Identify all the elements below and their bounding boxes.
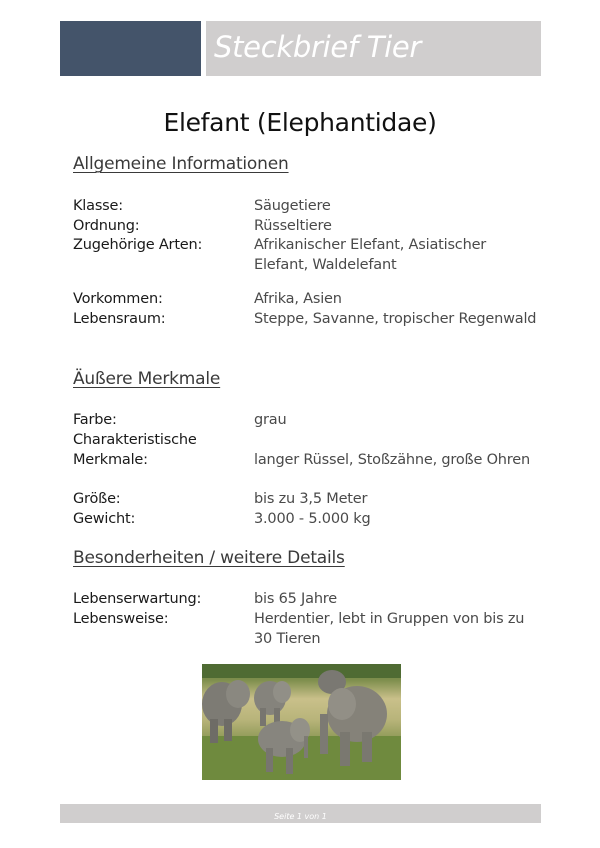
elephant-herd-illustration bbox=[202, 664, 401, 780]
row-value: grau bbox=[254, 412, 287, 428]
row-value: Säugetiere bbox=[254, 198, 331, 214]
page-footer bbox=[60, 804, 541, 823]
header-accent-block bbox=[60, 21, 201, 76]
row-label: Klasse: bbox=[73, 198, 123, 214]
row-label: Größe: bbox=[73, 491, 121, 507]
row-label: Vorkommen: bbox=[73, 291, 163, 307]
row-value: langer Rüssel, Stoßzähne, große Ohren bbox=[254, 452, 530, 468]
row-label: Gewicht: bbox=[73, 511, 136, 527]
row-label: Lebenserwartung: bbox=[73, 591, 202, 607]
header-title: Steckbrief Tier bbox=[214, 30, 422, 64]
document-title: Elefant (Elephantidae) bbox=[163, 108, 437, 137]
row-label: Zugehörige Arten: bbox=[73, 237, 203, 253]
row-label: Farbe: bbox=[73, 412, 117, 428]
section-heading-general: Allgemeine Informationen bbox=[73, 154, 289, 174]
row-label: Charakteristische Merkmale: bbox=[73, 432, 197, 468]
section-heading-details: Besonderheiten / weitere Details bbox=[73, 548, 345, 568]
row-value: Herdentier, lebt in Gruppen von bis zu 30 Tieren bbox=[254, 611, 525, 647]
row-label: Ordnung: bbox=[73, 218, 140, 234]
page-number: Seite 1 von 1 bbox=[274, 812, 327, 821]
row-value: 3.000 - 5.000 kg bbox=[254, 511, 371, 527]
row-value: bis 65 Jahre bbox=[254, 591, 337, 607]
row-value: Afrikanischer Elefant, Asiatischer Elefant, Waldelefant bbox=[254, 237, 487, 273]
row-label: Lebensraum: bbox=[73, 311, 166, 327]
row-label: Lebensweise: bbox=[73, 611, 169, 627]
row-value: bis zu 3,5 Meter bbox=[254, 491, 368, 507]
elephant-photo bbox=[202, 664, 401, 780]
row-value: Rüsseltiere bbox=[254, 218, 332, 234]
header-title-bar bbox=[206, 21, 541, 76]
section-heading-features: Äußere Merkmale bbox=[73, 369, 221, 389]
row-value: Afrika, Asien bbox=[254, 291, 342, 307]
row-value: Steppe, Savanne, tropischer Regenwald bbox=[254, 311, 537, 327]
